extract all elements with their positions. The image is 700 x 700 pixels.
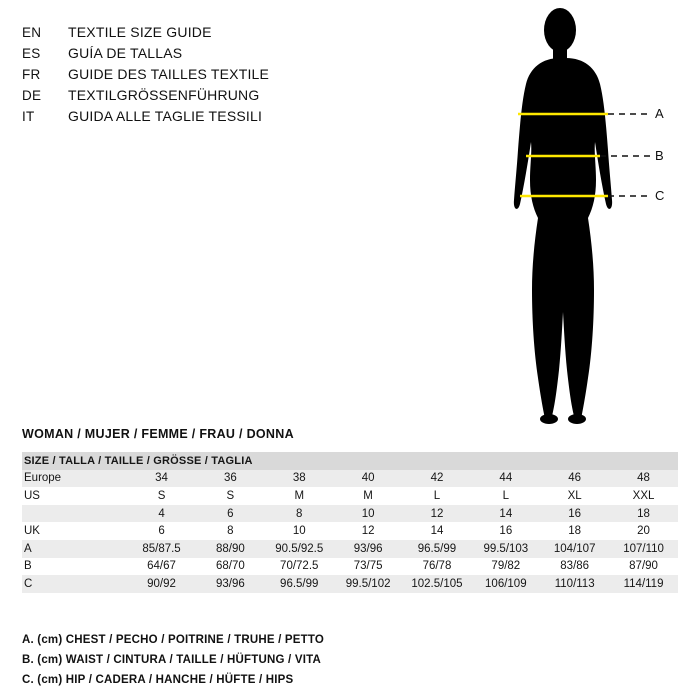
cell: 12 bbox=[403, 505, 472, 523]
cell: 38 bbox=[265, 470, 334, 488]
cell: 68/70 bbox=[196, 558, 265, 576]
row-label: A bbox=[22, 540, 127, 558]
language-code: ES bbox=[22, 46, 41, 61]
female-silhouette-diagram bbox=[470, 0, 700, 440]
cell: 102.5/105 bbox=[403, 575, 472, 593]
language-title: GUIDA ALLE TAGLIE TESSILI bbox=[68, 108, 263, 124]
cell: L bbox=[471, 487, 540, 505]
cell: 36 bbox=[196, 470, 265, 488]
table-row bbox=[22, 540, 678, 558]
language-title: TEXTILGRÖSSENFÜHRUNG bbox=[68, 87, 260, 103]
cell: 48 bbox=[609, 470, 678, 488]
table-header-label: SIZE / TALLA / TAILLE / GRÖSSE / TAGLIA bbox=[22, 452, 678, 470]
language-row bbox=[22, 106, 442, 127]
cell: 76/78 bbox=[403, 558, 472, 576]
row-label: US bbox=[22, 487, 127, 505]
cell: 106/109 bbox=[471, 575, 540, 593]
cell: 96.5/99 bbox=[403, 540, 472, 558]
language-code: IT bbox=[22, 109, 35, 124]
language-title: GUIDE DES TAILLES TEXTILE bbox=[68, 66, 270, 82]
cell: 79/82 bbox=[471, 558, 540, 576]
row-label: C bbox=[22, 575, 127, 593]
legend-line-b: B. (cm) WAIST / CINTURA / TAILLE / HÜFTUNG / VITA bbox=[22, 654, 321, 666]
language-code: FR bbox=[22, 67, 41, 82]
cell: XXL bbox=[609, 487, 678, 505]
cell: 18 bbox=[609, 505, 678, 523]
cell: 4 bbox=[127, 505, 196, 523]
section-title: WOMAN / MUJER / FEMME / FRAU / DONNA bbox=[22, 427, 294, 441]
language-code: DE bbox=[22, 88, 42, 103]
table-row bbox=[22, 487, 678, 505]
cell: 99.5/102 bbox=[334, 575, 403, 593]
cell: 70/72.5 bbox=[265, 558, 334, 576]
cell: M bbox=[334, 487, 403, 505]
cell: 90/92 bbox=[127, 575, 196, 593]
cell: XL bbox=[540, 487, 609, 505]
table-row bbox=[22, 505, 678, 523]
cell: 14 bbox=[471, 505, 540, 523]
cell: 88/90 bbox=[196, 540, 265, 558]
legend-line-a: A. (cm) CHEST / PECHO / POITRINE / TRUHE / PETTO bbox=[22, 634, 325, 646]
row-label: UK bbox=[22, 522, 127, 540]
cell: 64/67 bbox=[127, 558, 196, 576]
cell: 42 bbox=[403, 470, 472, 488]
legend-line-c: C. (cm) HIP / CADERA / HANCHE / HÜFTE / HIPS bbox=[22, 674, 294, 686]
cell: 104/107 bbox=[540, 540, 609, 558]
table-row bbox=[22, 522, 678, 540]
row-label: Europe bbox=[22, 470, 127, 488]
language-title: TEXTILE SIZE GUIDE bbox=[68, 24, 212, 40]
cell: 12 bbox=[334, 522, 403, 540]
cell: 20 bbox=[609, 522, 678, 540]
cell: S bbox=[127, 487, 196, 505]
cell: 85/87.5 bbox=[127, 540, 196, 558]
cell: M bbox=[265, 487, 334, 505]
language-row bbox=[22, 22, 442, 43]
size-table bbox=[22, 452, 678, 593]
marker-label-b: B bbox=[655, 148, 664, 163]
cell: 83/86 bbox=[540, 558, 609, 576]
table-header-row bbox=[22, 452, 678, 470]
cell: 96.5/99 bbox=[265, 575, 334, 593]
cell: 8 bbox=[196, 522, 265, 540]
measurement-legend bbox=[22, 630, 582, 690]
row-label: B bbox=[22, 558, 127, 576]
cell: 93/96 bbox=[196, 575, 265, 593]
cell: 8 bbox=[265, 505, 334, 523]
cell: 18 bbox=[540, 522, 609, 540]
language-row bbox=[22, 43, 442, 64]
cell: 73/75 bbox=[334, 558, 403, 576]
row-label bbox=[22, 505, 127, 523]
table-row bbox=[22, 575, 678, 593]
cell: 6 bbox=[127, 522, 196, 540]
cell: L bbox=[403, 487, 472, 505]
cell: 14 bbox=[403, 522, 472, 540]
cell: 6 bbox=[196, 505, 265, 523]
cell: 46 bbox=[540, 470, 609, 488]
language-code: EN bbox=[22, 25, 42, 40]
marker-label-a: A bbox=[655, 106, 664, 121]
cell: S bbox=[196, 487, 265, 505]
cell: 16 bbox=[540, 505, 609, 523]
cell: 99.5/103 bbox=[471, 540, 540, 558]
cell: 40 bbox=[334, 470, 403, 488]
size-table-wrapper bbox=[22, 452, 678, 593]
language-row bbox=[22, 85, 442, 106]
cell: 10 bbox=[265, 522, 334, 540]
cell: 34 bbox=[127, 470, 196, 488]
language-title: GUÍA DE TALLAS bbox=[68, 45, 183, 61]
silhouette-icon bbox=[470, 0, 700, 440]
marker-label-c: C bbox=[655, 188, 665, 203]
cell: 93/96 bbox=[334, 540, 403, 558]
table-row bbox=[22, 470, 678, 488]
cell: 107/110 bbox=[609, 540, 678, 558]
cell: 16 bbox=[471, 522, 540, 540]
language-title-list bbox=[22, 22, 442, 127]
cell: 10 bbox=[334, 505, 403, 523]
cell: 44 bbox=[471, 470, 540, 488]
table-row bbox=[22, 558, 678, 576]
cell: 110/113 bbox=[540, 575, 609, 593]
cell: 114/119 bbox=[609, 575, 678, 593]
language-row bbox=[22, 64, 442, 85]
cell: 90.5/92.5 bbox=[265, 540, 334, 558]
cell: 87/90 bbox=[609, 558, 678, 576]
